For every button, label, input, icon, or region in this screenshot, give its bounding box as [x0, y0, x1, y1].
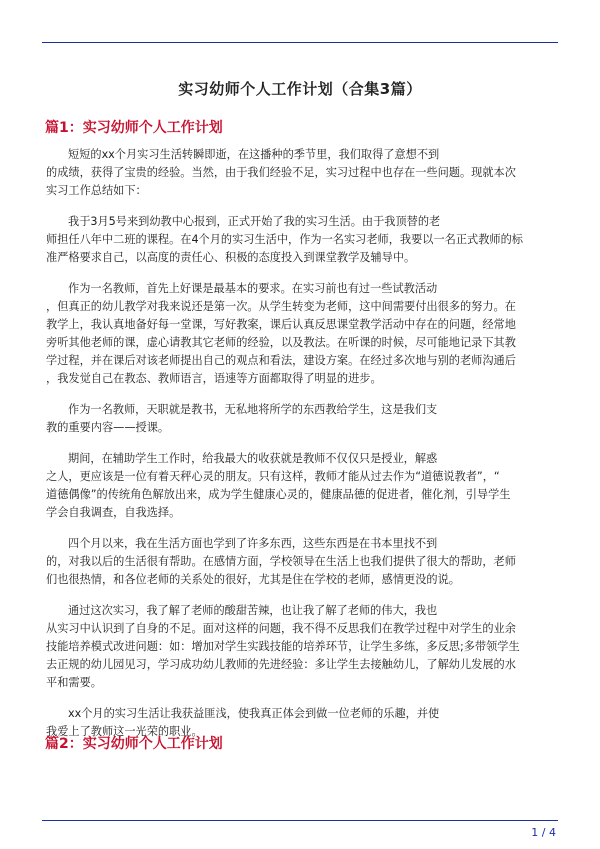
- document-body: [46, 146, 556, 754]
- paragraph-line: 们也很热情，和各位老师的关系处的很好，尤其是住在学校的老师，感情更没的说。: [46, 573, 460, 586]
- paragraph-6: [46, 535, 556, 589]
- paragraph-line: 学过程，并在课后对该老师提出自己的观点和看法，建设方案。在经过多次地与别的老师沟通后: [46, 354, 516, 367]
- paragraph-line: 四个月以来，我在生活方面也学到了许多东西，这些东西是在书本里找不到: [68, 537, 438, 550]
- paragraph-7: [46, 602, 556, 692]
- paragraph-line: 作为一名教师，天职就是教书，无私地将所学的东西教给学生，这是我们支: [68, 403, 438, 416]
- paragraph-line: 实习工作总结如下：: [46, 184, 147, 197]
- page-number: 1 / 4: [531, 826, 556, 839]
- paragraph-line: 准严格要求自己，以高度的责任心、积极的态度投入到课堂教学及辅导中。: [46, 251, 416, 264]
- paragraph-line: 平和需要。: [46, 676, 102, 689]
- paragraph-line: 从实习中认识到了自身的不足。面对这样的问题，我不得不反思我们在教学过程中对学生的业余: [46, 622, 516, 635]
- paragraph-line: 我爱上了教师这一光荣的职业。: [46, 725, 203, 738]
- paragraph-line: 我于3月5号来到幼教中心报到，正式开始了我的实习生活。由于我顶替的老: [68, 215, 441, 228]
- paragraph-line: ，我发觉自己在教态、教师语言，语速等方面都取得了明显的进步。: [46, 372, 382, 385]
- paragraph-line: 旁听其他老师的课，虚心请教其它老师的经验，以及教法。在听课的时候，尽可能地记录下其教: [46, 336, 516, 349]
- paragraph-line: 道德偶像”的传统角色解放出来，成为学生健康心灵的，健康品德的促进者，催化剂，引导学生: [46, 488, 511, 501]
- paragraph-line: 期间，在辅助学生工作时，给我最大的收获就是教师不仅仅只是授业，解惑: [68, 452, 438, 465]
- paragraph-line: xx个月的实习生活让我获益匪浅，使我真正体会到做一位老师的乐趣，并使: [68, 707, 440, 720]
- paragraph-line: 教的重要内容——授课。: [46, 421, 170, 434]
- document-title: 实习幼师个人工作计划（合集3篇）: [178, 80, 422, 98]
- paragraph-line: 学会自我调查，自我选择。: [46, 506, 181, 519]
- paragraph-line: ，但真正的幼儿教学对我来说还是第一次。从学生转变为老师，这中间需要付出很多的努力。在: [46, 300, 516, 313]
- paragraph-2: [46, 213, 556, 267]
- paragraph-line: 通过这次实习，我了解了老师的酸甜苦辣，也让我了解了老师的伟大，我也: [68, 604, 438, 617]
- paragraph-4: [46, 401, 556, 437]
- paragraph-line: 之人，更应该是一位有着天秤心灵的朋友。只有这样，教师才能从过去作为“道德说教者”，“: [46, 470, 500, 483]
- paragraph-line: 教学上，我认真地备好每一堂课，写好教案，课后认真反思课堂教学活动中存在的问题，经常地: [46, 318, 516, 331]
- section-1-heading: 篇1：实习幼师个人工作计划: [45, 120, 223, 136]
- section-2-heading: 篇2：实习幼师个人工作计划: [45, 736, 223, 752]
- paragraph-line: 去正规的幼儿园见习，学习成功幼儿教师的先进经验：多让学生去接触幼儿，了解幼儿发展的水: [46, 658, 516, 671]
- paragraph-line: 的成绩，获得了宝贵的经验。当然，由于我们经验不足，实习过程中也存在一些问题。现就本次: [46, 166, 516, 179]
- paragraph-line: 师担任八年中二班的课程。在4个月的实习生活中，作为一名实习老师，我要以一名正式教师的标: [46, 233, 523, 246]
- paragraph-line: 短短的xx个月实习生活转瞬即逝，在这播种的季节里，我们取得了意想不到: [68, 148, 440, 161]
- paragraph-line: 技能培养模式改进问题：如：增加对学生实践技能的培养环节，让学生多练，多反思;多带领学生: [46, 640, 520, 653]
- paragraph-line: 的，对我以后的生活很有帮助。在感情方面，学校领导在生活上也我们提供了很大的帮助，老师: [46, 555, 516, 568]
- paragraph-1: [46, 146, 556, 200]
- header-rule: [42, 42, 558, 43]
- paragraph-line: 作为一名教师，首先上好课是最基本的要求。在实习前也有过一些试教活动: [68, 282, 438, 295]
- footer-rule: [42, 820, 558, 821]
- paragraph-5: [46, 450, 556, 522]
- paragraph-3: [46, 280, 556, 388]
